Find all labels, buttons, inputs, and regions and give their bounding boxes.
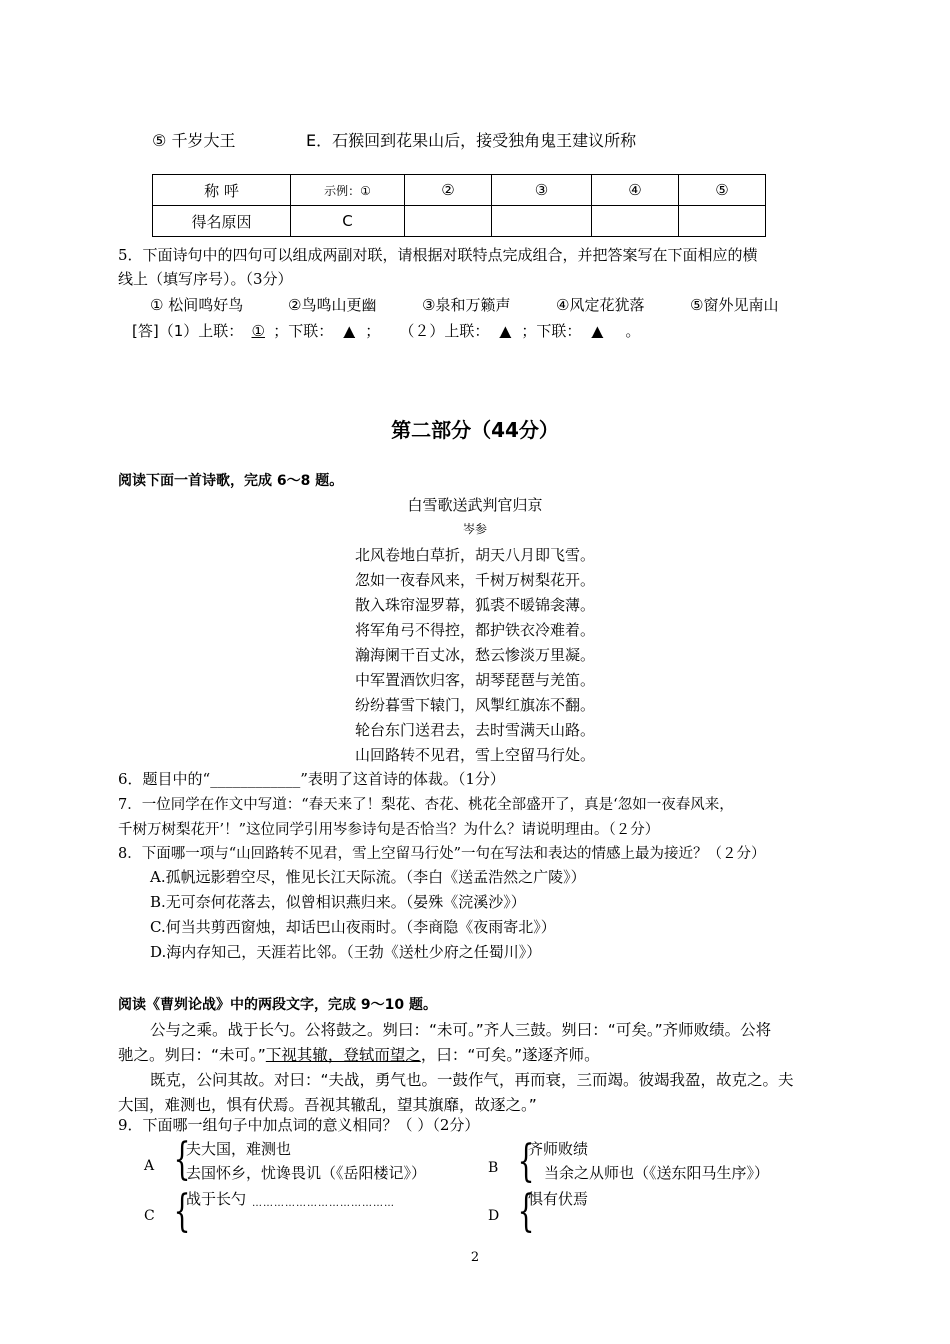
table-header-reason: 得名原因 (153, 206, 291, 237)
q8-option-b: B.无可奈何花落去，似曾相识燕归来。（晏殊《浣溪沙》） (150, 893, 526, 911)
table-example: 示例：① (291, 175, 405, 206)
answer-lower-1[interactable]: ▲ (343, 322, 356, 340)
q9-a1: 夫大国，难测也 (186, 1140, 292, 1158)
part2-prefix: ； （２）上联： (365, 322, 490, 340)
poem-author: 岑参 (462, 522, 487, 536)
poem-line: 北风卷地白草折，胡天八月即飞雪。 (354, 546, 595, 564)
q9-label-c: C (144, 1208, 155, 1224)
para1-line2 (118, 1043, 600, 1065)
answer-lower-2[interactable]: ▲ (591, 322, 604, 340)
item-name: 千岁大王 (171, 131, 236, 150)
table-col-4: ④ (592, 175, 679, 206)
q8-option-a: A.孤帆远影碧空尽，惟见长江天际流。（李白《送孟浩然之广陵》） (150, 868, 586, 886)
poem-line: 山回路转不见君，雪上空留马行处。 (354, 746, 595, 764)
table-example-answer: C (291, 206, 405, 237)
q5-option-5: ⑤窗外见南山 (690, 296, 779, 314)
answer-cell-5[interactable] (679, 206, 766, 237)
table-col-3: ③ (492, 175, 592, 206)
brace-a: { (173, 1134, 191, 1185)
para1-line1: 公与之乘。战于长勺。公将鼓之。刿曰：“未可。”齐人三鼓。刿曰：“可矣。”齐师败绩。公将 (150, 1021, 772, 1039)
q9-a2: 去国怀乡，忧谗畏讥（《岳阳楼记》） (186, 1164, 427, 1182)
item-number: ⑤ (152, 131, 167, 150)
table-col-5: ⑤ (679, 175, 766, 206)
question-9-stem: 9．下面哪一组句子中加点词的意义相同？（ ）（2分） (118, 1116, 480, 1134)
question-7-line1: 7．一位同学在作文中写道：“春天来了！梨花、杏花、桃花全部盛开了，真是‘忽如一夜春风来， (118, 797, 734, 813)
q5-option-4: ④风定花犹落 (556, 296, 645, 314)
q5-option-2: ②鸟鸣山更幽 (288, 296, 377, 314)
lower-label-2: ；下联： (521, 322, 582, 340)
q5-option-3: ③泉和万籁声 (422, 296, 511, 314)
brace-d: { (517, 1186, 535, 1237)
para1-underlined: 下视其辙，登轼而望之 (265, 1046, 421, 1064)
q9-label-a: A (144, 1158, 155, 1174)
table-col-2: ② (405, 175, 492, 206)
q9-c1: 战于长勺 (186, 1190, 247, 1208)
question-7-line2: 千树万树梨花开’！”这位同学引用岑参诗句是否恰当？为什么？请说明理由。（２分） (118, 822, 660, 838)
para1-line2-b: ，曰：“可矣。”遂逐齐师。 (420, 1046, 600, 1064)
end-period: 。 (625, 322, 641, 340)
answer-cell-3[interactable] (492, 206, 592, 237)
brace-c: { (173, 1186, 191, 1237)
brace-b: { (517, 1136, 535, 1187)
answer-upper-1[interactable]: ① (251, 322, 265, 340)
q5-option-1: ① 松间鸣好鸟 (150, 296, 244, 314)
answer-cell-4[interactable] (592, 206, 679, 237)
q8-option-d: D.海内存知己，天涯若比邻。（王勃《送杜少府之任蜀川》） (150, 943, 542, 961)
poem-line: 瀚海阑干百丈冰，愁云惨淡万里凝。 (354, 646, 595, 664)
question-6: 6．题目中的“____________”表明了这首诗的体裁。（1分） (118, 770, 505, 788)
q8-option-c: C.何当共剪西窗烛，却话巴山夜雨时。（李商隐《夜雨寄北》） (150, 918, 556, 936)
q9-label-d: D (488, 1208, 500, 1224)
classical-intro: 阅读《曹刿论战》中的两段文字，完成 9～10 题。 (118, 997, 437, 1013)
table-header-name: 称 呼 (153, 175, 291, 206)
q9-c-dots: ………………………………… (252, 1198, 395, 1209)
section-title: 第二部分（44分） (391, 418, 559, 442)
question-8-stem: 8．下面哪一项与“山回路转不见君，雪上空留马行处”一句在写法和表达的情感上最为接近？（２分） (118, 846, 766, 862)
q5-line2: 线上（填写序号）。（3分） (118, 270, 293, 288)
q5-answer-line (132, 320, 640, 341)
para2-line1: 既克，公问其故。对曰：“夫战，勇气也。一鼓作气，再而衰，三而竭。彼竭我盈，故克之。夫 (150, 1071, 794, 1089)
q9-label-b: B (488, 1160, 499, 1176)
poem-line: 中军置酒饮归客，胡琴琵琶与羌笛。 (354, 671, 595, 689)
q9-d1: 惧有伏焉 (528, 1190, 589, 1208)
item-reason: E．石猴回到花果山后，接受独角鬼王建议所称 (306, 131, 637, 150)
poem-line: 忽如一夜春风来，千树万树梨花开。 (354, 571, 595, 589)
q9-b1: 齐师败绩 (528, 1140, 589, 1158)
poem-line: 轮台东门送君去，去时雪满天山路。 (354, 721, 595, 739)
name-reason-table (152, 174, 766, 237)
para1-line2-a: 驰之。刿曰：“未可。” (118, 1046, 266, 1064)
para2-line2: 大国，难测也，惧有伏焉。吾视其辙乱，望其旗靡，故逐之。” (118, 1096, 537, 1114)
poem-title: 白雪歌送武判官归京 (407, 496, 543, 514)
poem-line: 纷纷暮雪下辕门，风掣红旗冻不翻。 (354, 696, 595, 714)
answer-upper-2[interactable]: ▲ (499, 322, 512, 340)
poem-intro: 阅读下面一首诗歌，完成 6～8 题。 (118, 473, 344, 489)
page-number: 2 (470, 1250, 480, 1265)
answer-cell-2[interactable] (405, 206, 492, 237)
q5-line1: 5．下面诗句中的四句可以组成两副对联，请根据对联特点完成组合，并把答案写在下面相应的横 (118, 246, 758, 264)
poem-line: 散入珠帘湿罗幕，狐裘不暖锦衾薄。 (354, 596, 595, 614)
poem-line: 将军角弓不得控，都护铁衣冷难着。 (354, 621, 595, 639)
lower-label-1: ；下联： (273, 322, 334, 340)
q9-b2: 当余之从师也（《送东阳马生序》） (544, 1164, 770, 1182)
answer-prefix: [答]（1）上联： (132, 322, 244, 340)
